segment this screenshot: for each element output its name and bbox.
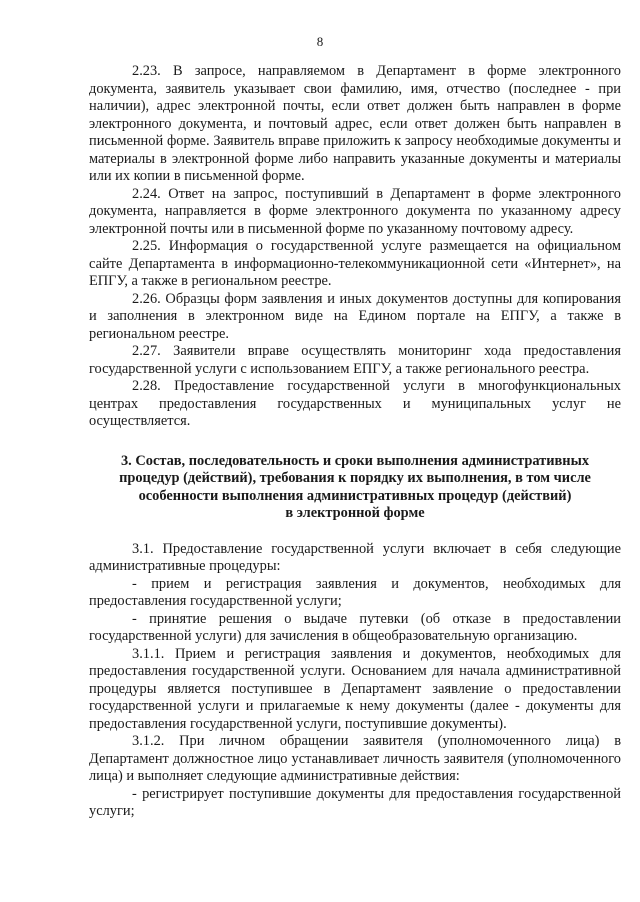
paragraph-2-23: 2.23. В запросе, направляемом в Департамент в форме электронного документа, заявитель указывает свои фамилию, имя, отчество (последнее - при наличии), адрес электронной почты, если ответ должен быть направлен в форме электронного документа, и почтовый адрес, если ответ должен быть направлен в письменной форме. Заявитель вправе приложить к запросу необходимые документы и материалы в электронной форме либо направить указанные документы и материалы или их копии в письменной форме. (89, 63, 621, 184)
section-title-line: 3. Состав, последовательность и сроки выполнения административных (120, 452, 590, 469)
section-3-title (89, 453, 621, 523)
section-title-line: в электронной форме (285, 505, 425, 521)
paragraph-2-27: 2.27. Заявители вправе осуществлять мониторинг хода предоставления государственной услуги с использованием ЕПГУ, а также регионального реестра. (89, 343, 621, 377)
document-body (89, 63, 621, 821)
paragraph-3-1-2: 3.1.2. При личном обращении заявителя (уполномоченного лица) в Департамент должностное лицо устанавливает личность заявителя (уполномоченного лица) и выполняет следующие административные действия: (89, 733, 621, 784)
paragraph-3-1: 3.1. Предоставление государственной услуги включает в себя следующие административные процедуры: (89, 540, 621, 574)
paragraph-2-26: 2.26. Образцы форм заявления и иных документов доступны для копирования и заполнения в электронном виде на Едином портале на ЕПГУ, а также в региональном реестре. (89, 290, 621, 342)
paragraph-2-28: 2.28. Предоставление государственной услуги в многофункциональных центрах предоставления государственных и муниципальных услуг не осуществляется. (89, 378, 621, 429)
section-title-line: процедур (действий), требования к порядку их выполнения, в том числе (119, 470, 591, 486)
list-item-registration: - регистрирует поступившие документы для предоставления государственной услуги; (89, 785, 621, 819)
page-number: 8 (316, 34, 324, 49)
list-item-decision: - принятие решения о выдаче путевки (об отказе в предоставлении государственной услуги) для зачисления в общеобразовательную организацию. (89, 610, 621, 644)
paragraph-2-25: 2.25. Информация о государственной услуге размещается на официальном сайте Департамента в информационно-телекоммуникационной сети «Интернет», на ЕПГУ, а также в региональном реестре. (89, 238, 621, 289)
paragraph-2-24: 2.24. Ответ на запрос, поступивший в Департамент в форме электронного документа, направляется в форме электронного документа по указанному адресу электронной почты или в письменной форме по указанному почтовому адресу. (89, 185, 621, 237)
section-title-line: особенности выполнения административных процедур (действий) (138, 487, 572, 504)
paragraph-3-1-1: 3.1.1. Прием и регистрация заявления и документов, необходимых для предоставления государственной услуги. Основанием для начала административной процедуры является поступившее в Департамент заявление о предоставлении государственной услуги и прилагаемые к нему документы (далее - документы для предоставления государственной услуги, поступившие документы). (89, 645, 621, 732)
list-item-reception: - прием и регистрация заявления и документов, необходимых для предоставления государственной услуги; (89, 575, 621, 609)
